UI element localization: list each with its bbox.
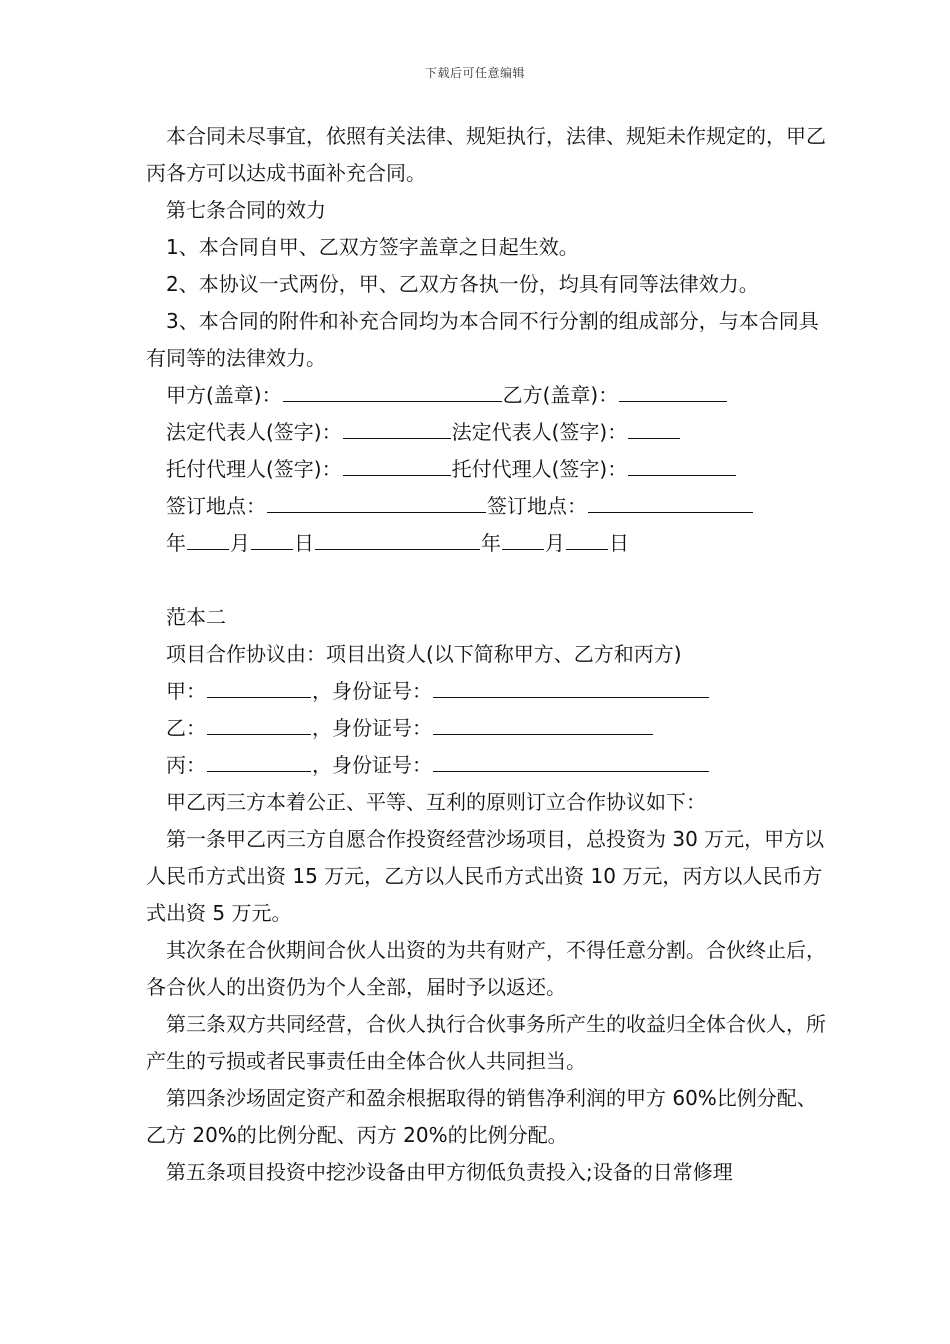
day-label-a: 日 [294, 531, 314, 555]
clause-2: 2、本协议一式两份，甲、乙双方各执一份，均具有同等法律效力。 [166, 272, 759, 296]
principle-statement: 甲乙丙三方本着公正、平等、互利的原则订立合作协议如下： [166, 790, 706, 814]
party-jia-line [146, 673, 826, 710]
legal-rep-line [146, 414, 826, 451]
party-jia-name-blank [207, 677, 311, 698]
article-5: 第五条项目投资中挖沙设备由甲方彻低负责投入;设备的日常修理 [166, 1160, 733, 1184]
legal-rep-b-blank [628, 418, 680, 439]
template-2-intro: 项目合作协议由：项目出资人(以下简称甲方、乙方和丙方) [166, 642, 682, 666]
party-bing-name-blank [207, 751, 311, 772]
year-blank-b [502, 529, 544, 550]
legal-rep-b-label: 法定代表人(签字)： [451, 420, 628, 444]
place-line [146, 488, 826, 525]
party-yi-id-label: ，身份证号： [312, 716, 432, 740]
template-2-title: 范本二 [166, 605, 226, 629]
month-label-b: 月 [545, 531, 565, 555]
party-yi-name-blank [207, 714, 311, 735]
party-jia-id-label: ，身份证号： [312, 679, 432, 703]
month-blank-b [566, 529, 608, 550]
paragraph-supplement: 本合同未尽事宜，依照有关法律、规矩执行，法律、规矩未作规定的，甲乙丙各方可以达成书面补充合同。 [146, 124, 826, 185]
place-a-label: 签订地点： [166, 494, 266, 518]
legal-rep-a-blank [343, 418, 451, 439]
page-header: 下载后可任意编辑 [424, 66, 525, 80]
agent-a-blank [343, 455, 451, 476]
clause-3: 3、本合同的附件和补充合同均为本合同不行分割的组成部分，与本合同具有同等的法律效力。 [146, 309, 819, 370]
clause-1: 1、本合同自甲、乙双方签字盖章之日起生效。 [166, 235, 579, 259]
party-jia-label: 甲： [166, 679, 206, 703]
place-b-blank [588, 492, 753, 513]
document-body [146, 118, 826, 1191]
party-b-seal-blank [619, 381, 727, 402]
place-a-blank [267, 492, 486, 513]
party-b-seal-label: 乙方(盖章)： [502, 383, 619, 407]
legal-rep-a-label: 法定代表人(签字)： [166, 420, 342, 444]
party-bing-line [146, 747, 826, 784]
agent-b-label: 托付代理人(签字)： [451, 457, 628, 481]
month-blank-a [251, 529, 293, 550]
party-yi-line [146, 710, 826, 747]
place-b-label: 签订地点： [487, 494, 587, 518]
day-label-b: 日 [609, 531, 629, 555]
article-2: 其次条在合伙期间合伙人出资的为共有财产，不得任意分割。合伙终止后，各合伙人的出资仍为个人全部，届时予以返还。 [146, 938, 826, 999]
agent-a-label: 托付代理人(签字)： [166, 457, 342, 481]
month-label-a: 月 [230, 531, 250, 555]
agent-b-blank [628, 455, 736, 476]
seal-line [146, 377, 826, 414]
party-bing-id-label: ，身份证号： [312, 753, 432, 777]
party-a-seal-blank [283, 381, 502, 402]
date-gap-blank [315, 529, 480, 550]
article-1: 第一条甲乙丙三方自愿合作投资经营沙场项目，总投资为 30 万元，甲方以人民币方式出资 15 万元，乙方以人民币方式出资 10 万元，丙方以人民币方式出资 5 万元。 [146, 827, 825, 925]
party-yi-label: 乙： [166, 716, 206, 740]
year-label-b: 年 [481, 531, 501, 555]
year-label-a: 年 [166, 531, 186, 555]
party-a-seal-label: 甲方(盖章)： [166, 383, 282, 407]
agent-line [146, 451, 826, 488]
article-4: 第四条沙场固定资产和盈余根据取得的销售净利润的甲方 60%比例分配、乙方 20%的比例分配、丙方 20%的比例分配。 [146, 1086, 817, 1147]
party-bing-id-blank [433, 751, 709, 772]
year-blank-a [187, 529, 229, 550]
party-bing-label: 丙： [166, 753, 206, 777]
section-spacer [146, 562, 826, 599]
party-yi-id-blank [433, 714, 653, 735]
article-7-heading: 第七条合同的效力 [166, 198, 326, 222]
article-3: 第三条双方共同经营，合伙人执行合伙事务所产生的收益归全体合伙人，所产生的亏损或者民事责任由全体合伙人共同担当。 [146, 1012, 826, 1073]
date-line [146, 525, 826, 562]
party-jia-id-blank [433, 677, 709, 698]
